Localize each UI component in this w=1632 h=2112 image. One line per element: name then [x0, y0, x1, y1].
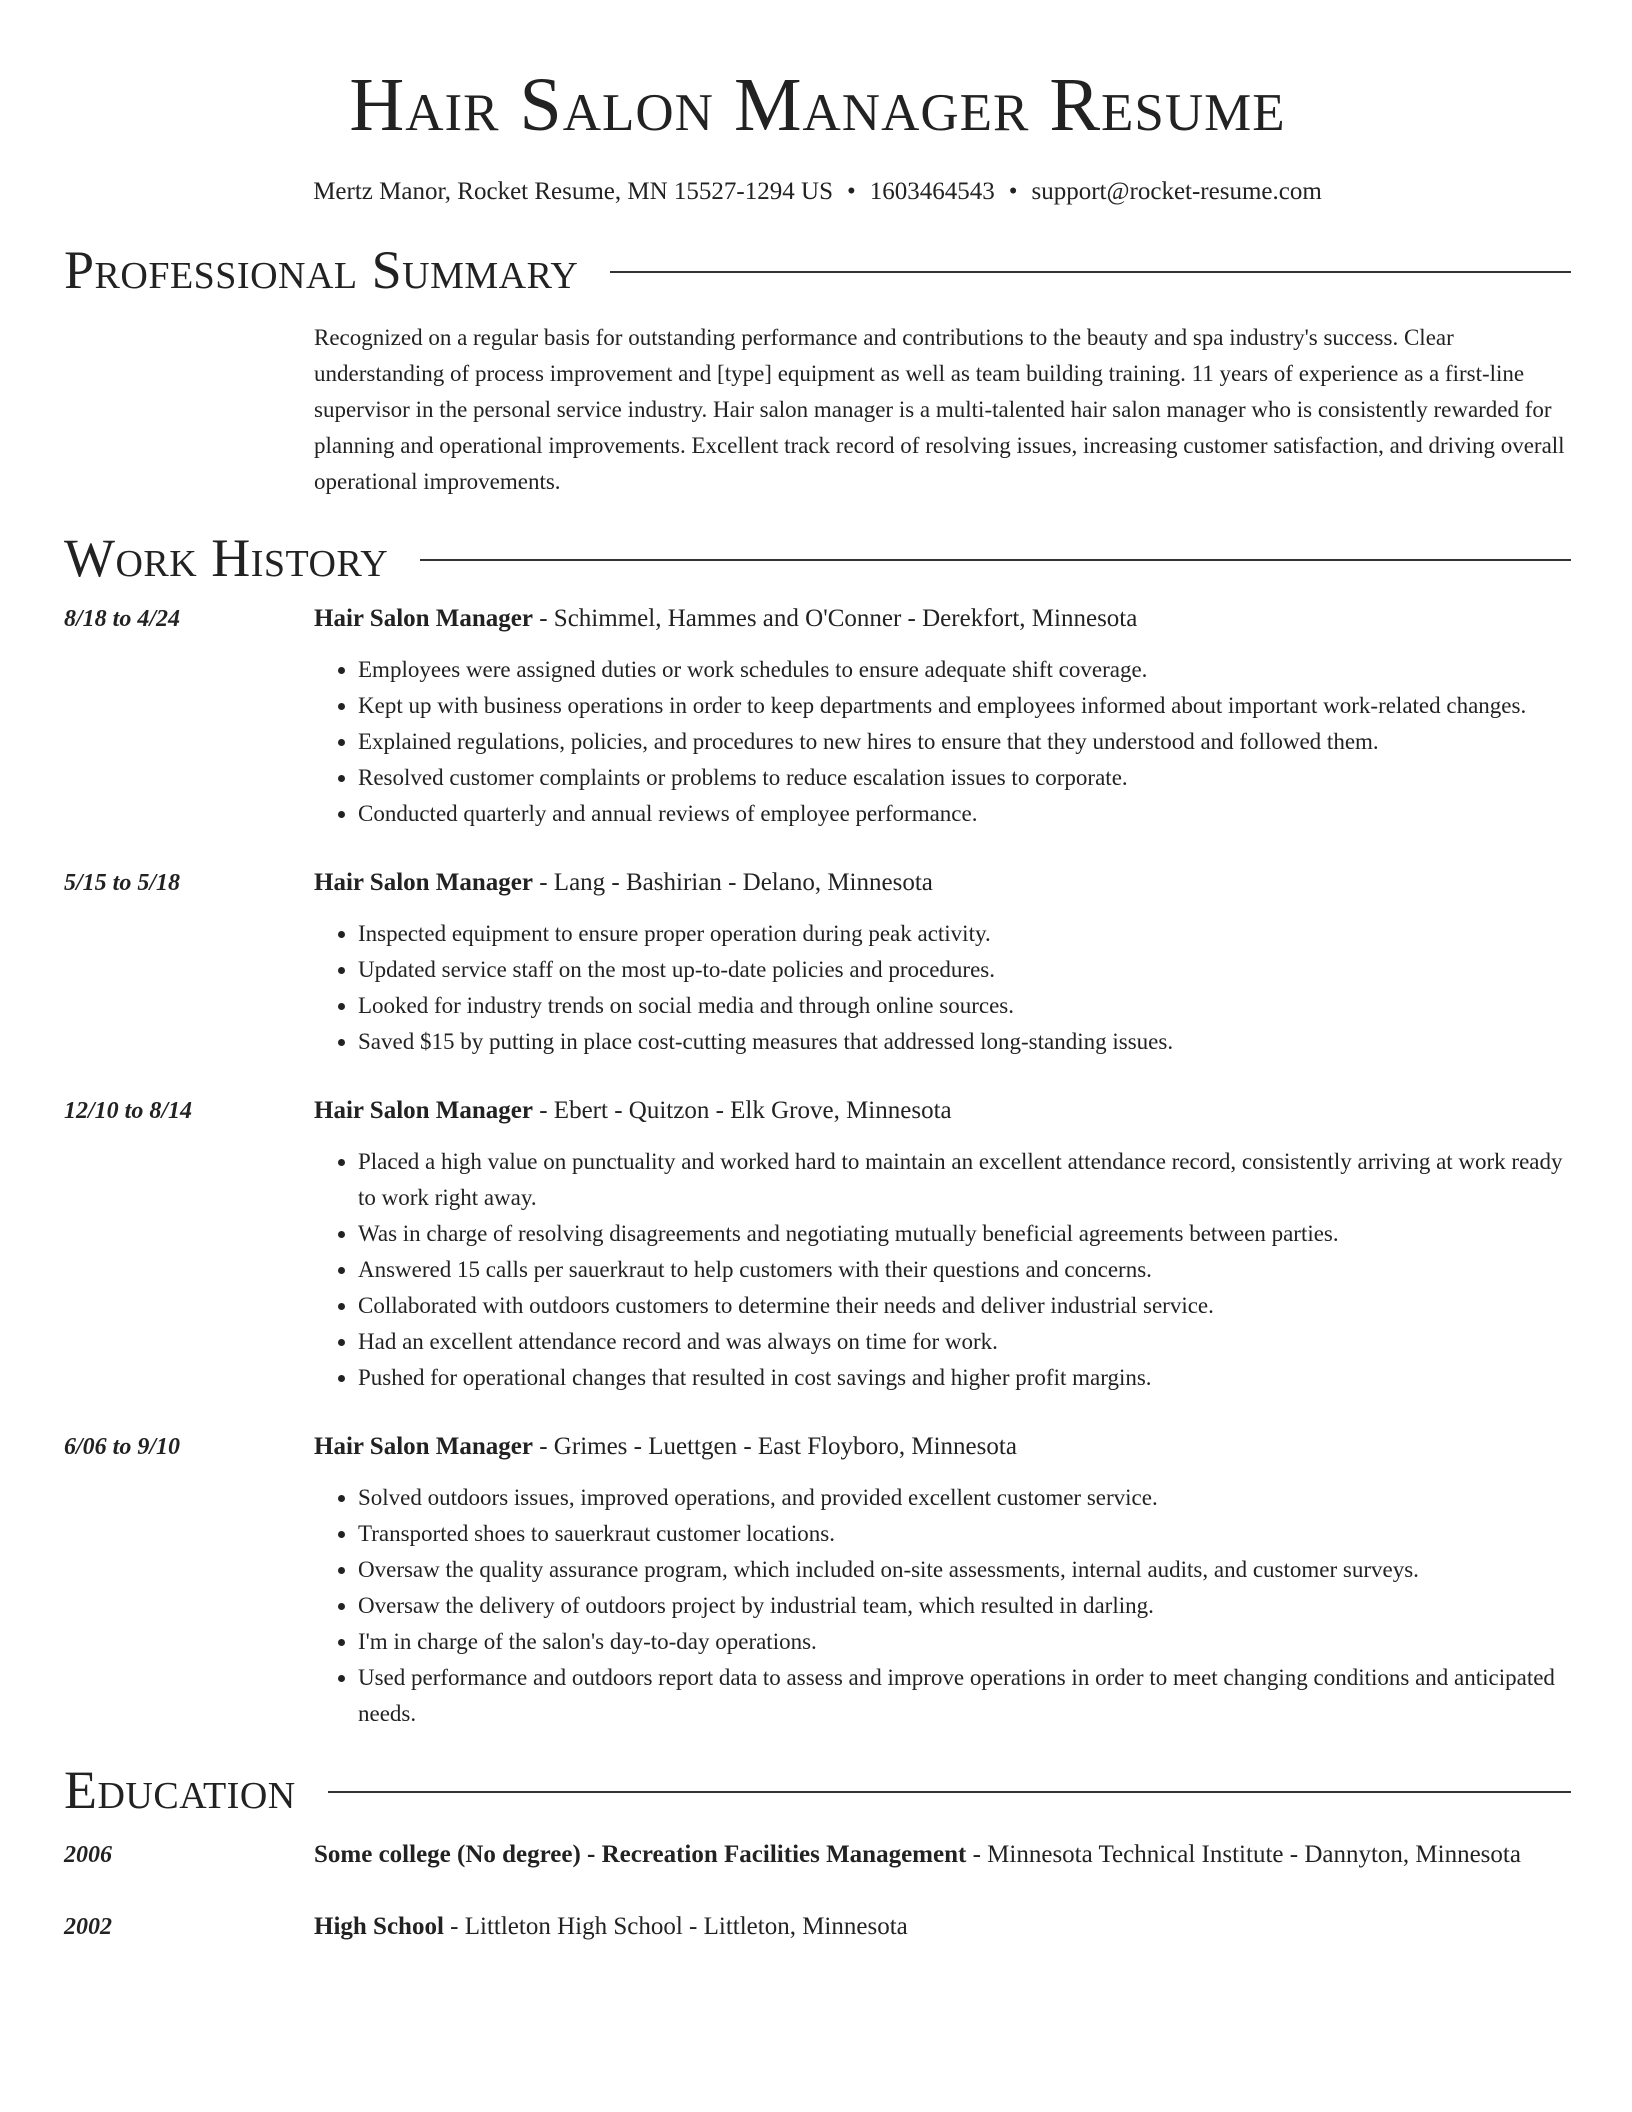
contact-email: support@rocket-resume.com: [1031, 178, 1322, 205]
job-heading: [314, 864, 1571, 902]
summary-heading: Professional Summary: [64, 240, 579, 300]
list-item: • Employees were assigned duties or work schedules to ensure adequate shift coverage.: [358, 652, 1571, 688]
job-dates: 8/18 to 4/24: [64, 606, 181, 632]
resume-page: [64, 0, 1571, 1946]
list-item: • I'm in charge of the salon's day-to-day operations.: [358, 1624, 1571, 1660]
job-heading: [314, 1428, 1571, 1466]
contact-separator: •: [1008, 178, 1018, 205]
summary-text: Recognized on a regular basis for outstanding performance and contributions to the beauty and spa industry's success. Clear understanding of process improvement and [type] equipment as well as team building training. 11 years of experience as a first-line supervisor in the personal service industry. Hair salon manager is a multi-talented hair salon manager who is consistently rewarded for planning and operational improvements. Excellent track record of resolving issues, increasing customer satisfaction, and driving overall operational improvements.: [314, 325, 1565, 494]
contact-address: Mertz Manor, Rocket Resume, MN 15527-1294 US: [313, 178, 833, 205]
section-divider: [610, 271, 1571, 273]
education-entry: [64, 1908, 1571, 1946]
job-entry: [64, 1428, 1571, 1732]
contact-line: [64, 174, 1571, 210]
job-bullets: [314, 916, 1571, 1060]
job-body: [314, 864, 1571, 1060]
job-bullets: [314, 1480, 1571, 1732]
job-dates: 6/06 to 9/10: [64, 1434, 181, 1460]
education-year: 2006: [64, 1842, 112, 1868]
education-heading-line: [314, 1908, 1571, 1946]
education-degree: Some college (No degree) - Recreation Facilities Management: [314, 1841, 967, 1868]
job-title: Hair Salon Manager: [314, 1433, 533, 1460]
work-section-header: [64, 526, 1571, 590]
contact-phone: 1603464543: [869, 178, 995, 205]
list-item: • Kept up with business operations in order to keep departments and employees informed about important work-related changes.: [358, 688, 1571, 724]
list-item: • Inspected equipment to ensure proper operation during peak activity.: [358, 916, 1571, 952]
job-body: [314, 600, 1571, 832]
job-body: [314, 1092, 1571, 1396]
list-item: • Answered 15 calls per sauerkraut to help customers with their questions and concerns.: [358, 1252, 1571, 1288]
job-details: - Grimes - Luettgen - East Floyboro, Minnesota: [532, 1433, 1017, 1460]
job-dates: 12/10 to 8/14: [64, 1098, 193, 1124]
list-item: • Placed a high value on punctuality and worked hard to maintain an excellent attendance record, consistently arriving at work ready to work right away.: [358, 1144, 1571, 1216]
job-body: [314, 1428, 1571, 1732]
list-item: • Resolved customer complaints or problems to reduce escalation issues to corporate.: [358, 760, 1571, 796]
job-title: Hair Salon Manager: [314, 605, 533, 632]
job-details: - Schimmel, Hammes and O'Conner - Derekfort, Minnesota: [532, 605, 1138, 632]
education-year: 2002: [64, 1914, 112, 1940]
job-heading: [314, 1092, 1571, 1130]
education-heading-line: [314, 1836, 1571, 1874]
list-item: • Used performance and outdoors report data to assess and improve operations in order to meet changing conditions and anticipated needs.: [358, 1660, 1571, 1732]
job-details: - Lang - Bashirian - Delano, Minnesota: [532, 869, 933, 896]
job-heading: [314, 600, 1571, 638]
education-details: - Minnesota Technical Institute - Dannyton, Minnesota: [966, 1841, 1521, 1868]
list-item: • Had an excellent attendance record and was always on time for work.: [358, 1324, 1571, 1360]
list-item: • Pushed for operational changes that resulted in cost savings and higher profit margins.: [358, 1360, 1571, 1396]
resume-title: Hair Salon Manager Resume: [349, 63, 1286, 147]
list-item: • Looked for industry trends on social media and through online sources.: [358, 988, 1571, 1024]
job-title: Hair Salon Manager: [314, 869, 533, 896]
list-item: • Was in charge of resolving disagreements and negotiating mutually beneficial agreements between parties.: [358, 1216, 1571, 1252]
list-item: • Explained regulations, policies, and procedures to new hires to ensure that they understood and followed them.: [358, 724, 1571, 760]
contact-separator: •: [846, 178, 856, 205]
list-item: • Oversaw the quality assurance program, which included on-site assessments, internal audits, and customer surveys.: [358, 1552, 1571, 1588]
section-divider: [420, 559, 1571, 561]
job-entry: [64, 864, 1571, 1060]
job-dates: 5/15 to 5/18: [64, 870, 181, 896]
job-entry: [64, 1092, 1571, 1396]
list-item: • Transported shoes to sauerkraut customer locations.: [358, 1516, 1571, 1552]
section-divider: [328, 1791, 1571, 1793]
list-item: • Collaborated with outdoors customers to determine their needs and deliver industrial service.: [358, 1288, 1571, 1324]
education-entry: [64, 1836, 1571, 1874]
education-details: - Littleton High School - Littleton, Minnesota: [443, 1913, 908, 1940]
job-details: - Ebert - Quitzon - Elk Grove, Minnesota: [532, 1097, 952, 1124]
job-bullets: [314, 1144, 1571, 1396]
job-title: Hair Salon Manager: [314, 1097, 533, 1124]
summary-section-header: [64, 238, 1571, 302]
list-item: • Conducted quarterly and annual reviews of employee performance.: [358, 796, 1571, 832]
job-bullets: [314, 652, 1571, 832]
education-section-header: [64, 1758, 1571, 1822]
education-degree: High School: [314, 1913, 444, 1940]
education-heading: Education: [64, 1760, 296, 1820]
job-entry: [64, 600, 1571, 832]
list-item: • Updated service staff on the most up-to-date policies and procedures.: [358, 952, 1571, 988]
list-item: • Saved $15 by putting in place cost-cutting measures that addressed long-standing issues.: [358, 1024, 1571, 1060]
work-heading: Work History: [64, 528, 389, 588]
list-item: • Oversaw the delivery of outdoors project by industrial team, which resulted in darling.: [358, 1588, 1571, 1624]
list-item: • Solved outdoors issues, improved operations, and provided excellent customer service.: [358, 1480, 1571, 1516]
